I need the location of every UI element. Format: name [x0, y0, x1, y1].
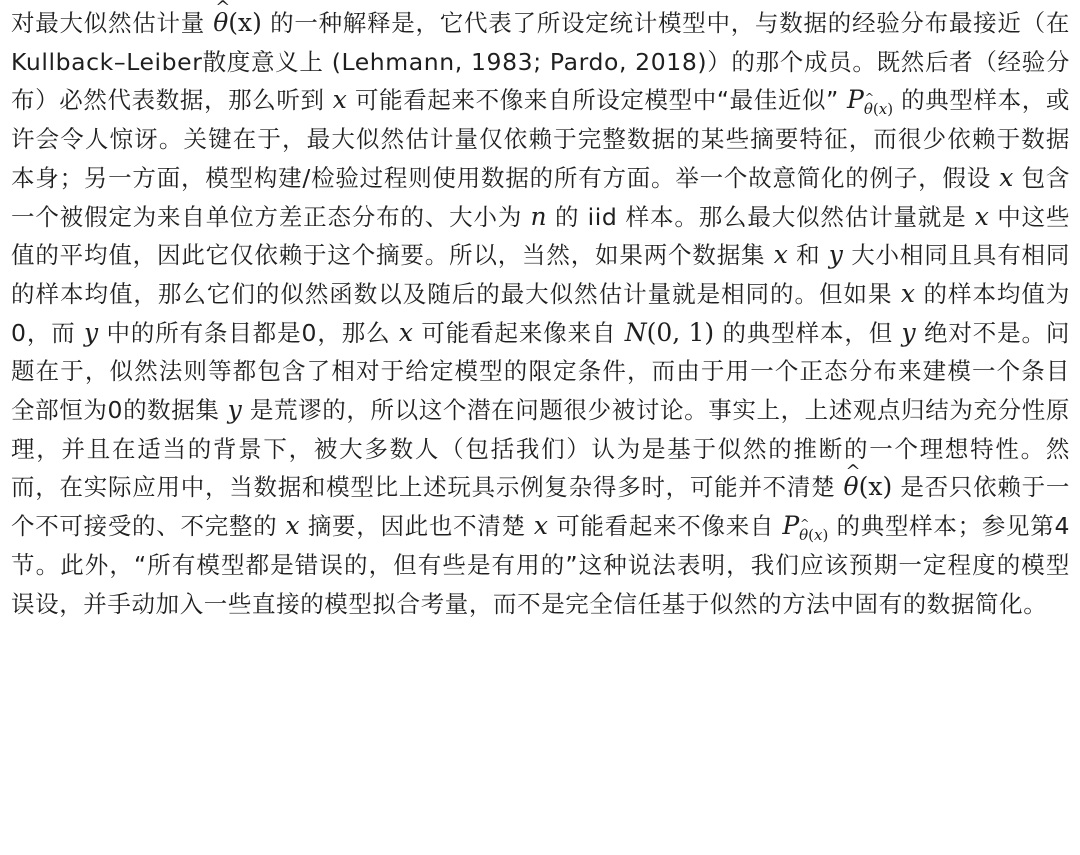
math-x: x	[999, 162, 1014, 192]
subscript-x: x	[814, 526, 823, 545]
math-arg: (x)	[228, 8, 262, 37]
text-run: 摘要，因此也不清楚	[299, 512, 534, 541]
subscript-close: )	[822, 526, 829, 545]
math-P: P	[847, 85, 864, 115]
text-run: 和	[787, 241, 829, 270]
text-run: 可能看起来像来自	[412, 318, 625, 347]
math-x: x	[398, 317, 413, 347]
math-x: x	[900, 278, 916, 308]
math-x: x	[332, 85, 347, 115]
math-N-args: (0, 1)	[646, 317, 715, 347]
text-run: 的样本均值为0，而	[11, 279, 1070, 347]
theta-hat-symbol: ^ θ	[844, 468, 859, 507]
math-P: P	[782, 511, 800, 541]
body-paragraph	[11, 4, 1070, 623]
text-run: 的典型样本，或许会令人惊讶。关键在于，最大似然估计量仅依赖于完整数据的某些摘要特征，而很少依赖于数据本身；另一方面，模型构建/检验过程则使用数据的所有方面。举一个故意简化的例子，假设	[11, 86, 1070, 192]
text-run: 的一种解释是，它代表了所设定统计模型中，与数据的经验分布最接近（在Kullback–Leiber散度意义上 (Lehmann, 1983; Pardo, 2018)）的那个成员。既然后者（经验分布）必然代表数据，那么听到	[11, 9, 1071, 115]
subscript-close: )	[887, 100, 894, 119]
subscript-open: (	[872, 100, 879, 119]
text-run: 中这些值的平均值，因此它仅依赖于这个摘要。所以，当然，如果两个数据集	[11, 202, 1071, 270]
text-run: 可能看起来不像来自所设定模型中“最佳近似”	[346, 86, 847, 115]
math-x: x	[773, 240, 788, 270]
math-subscript: θ(x)	[799, 526, 829, 545]
text-run: 的典型样本；参见第4节。此外，“所有模型都是错误的，但有些是有用的”这种说法表明，我们应该预期一定程度的模型误设，并手动加入一些直接的模型拟合考量，而不是完全信任基于似然的方法中固有的数据简化。	[11, 512, 1071, 618]
text-run: 中的所有条目都是0，那么	[98, 318, 399, 347]
math-x: x	[285, 511, 300, 541]
math-n: n	[530, 201, 547, 231]
subscript-x: x	[878, 100, 888, 119]
math-N: N	[624, 317, 647, 347]
text-run: 的典型样本，但	[714, 318, 902, 347]
text-run: 包含一个被假定为来自单位方差正态分布的、大小为	[11, 163, 1070, 231]
math-x: x	[974, 201, 989, 231]
text-run: 对最大似然估计量	[11, 9, 214, 37]
text-run: 是荒谬的，所以这个潜在问题很少被讨论。事实上，上述观点归结为充分性原理，并且在适当的背景下，被大多数人（包括我们）认为是基于似然的推断的一个理想特性。然而，在实际应用中，当数据和模型比上述玩具示例复杂得多时，可能并不清楚	[11, 396, 1071, 502]
math-arg: (x)	[858, 472, 893, 502]
text-run: 是否只依赖于一个不可接受的、不完整的	[11, 473, 1071, 541]
math-y: y	[83, 317, 99, 347]
math-y: y	[227, 395, 242, 425]
theta-hat-symbol: ^ θ	[213, 4, 228, 43]
text-run: 绝对不是。问题在于，似然法则等都包含了相对于给定模型的限定条件，而由于用一个正态分布来建模一个条目全部恒为0的数据集	[11, 318, 1071, 425]
math-y: y	[901, 317, 916, 347]
math-x: x	[533, 511, 549, 541]
text-run: 大小相同且具有相同的样本均值，那么它们的似然函数以及随后的最大似然估计量就是相同的。但如果	[11, 241, 1070, 308]
math-subscript: θ(x)	[863, 100, 894, 119]
text-run: 的 iid 样本。那么最大似然估计量就是	[546, 202, 975, 231]
math-y: y	[828, 240, 843, 270]
text-run: 可能看起来不像来自	[548, 512, 783, 541]
subscript-open: (	[808, 526, 815, 545]
